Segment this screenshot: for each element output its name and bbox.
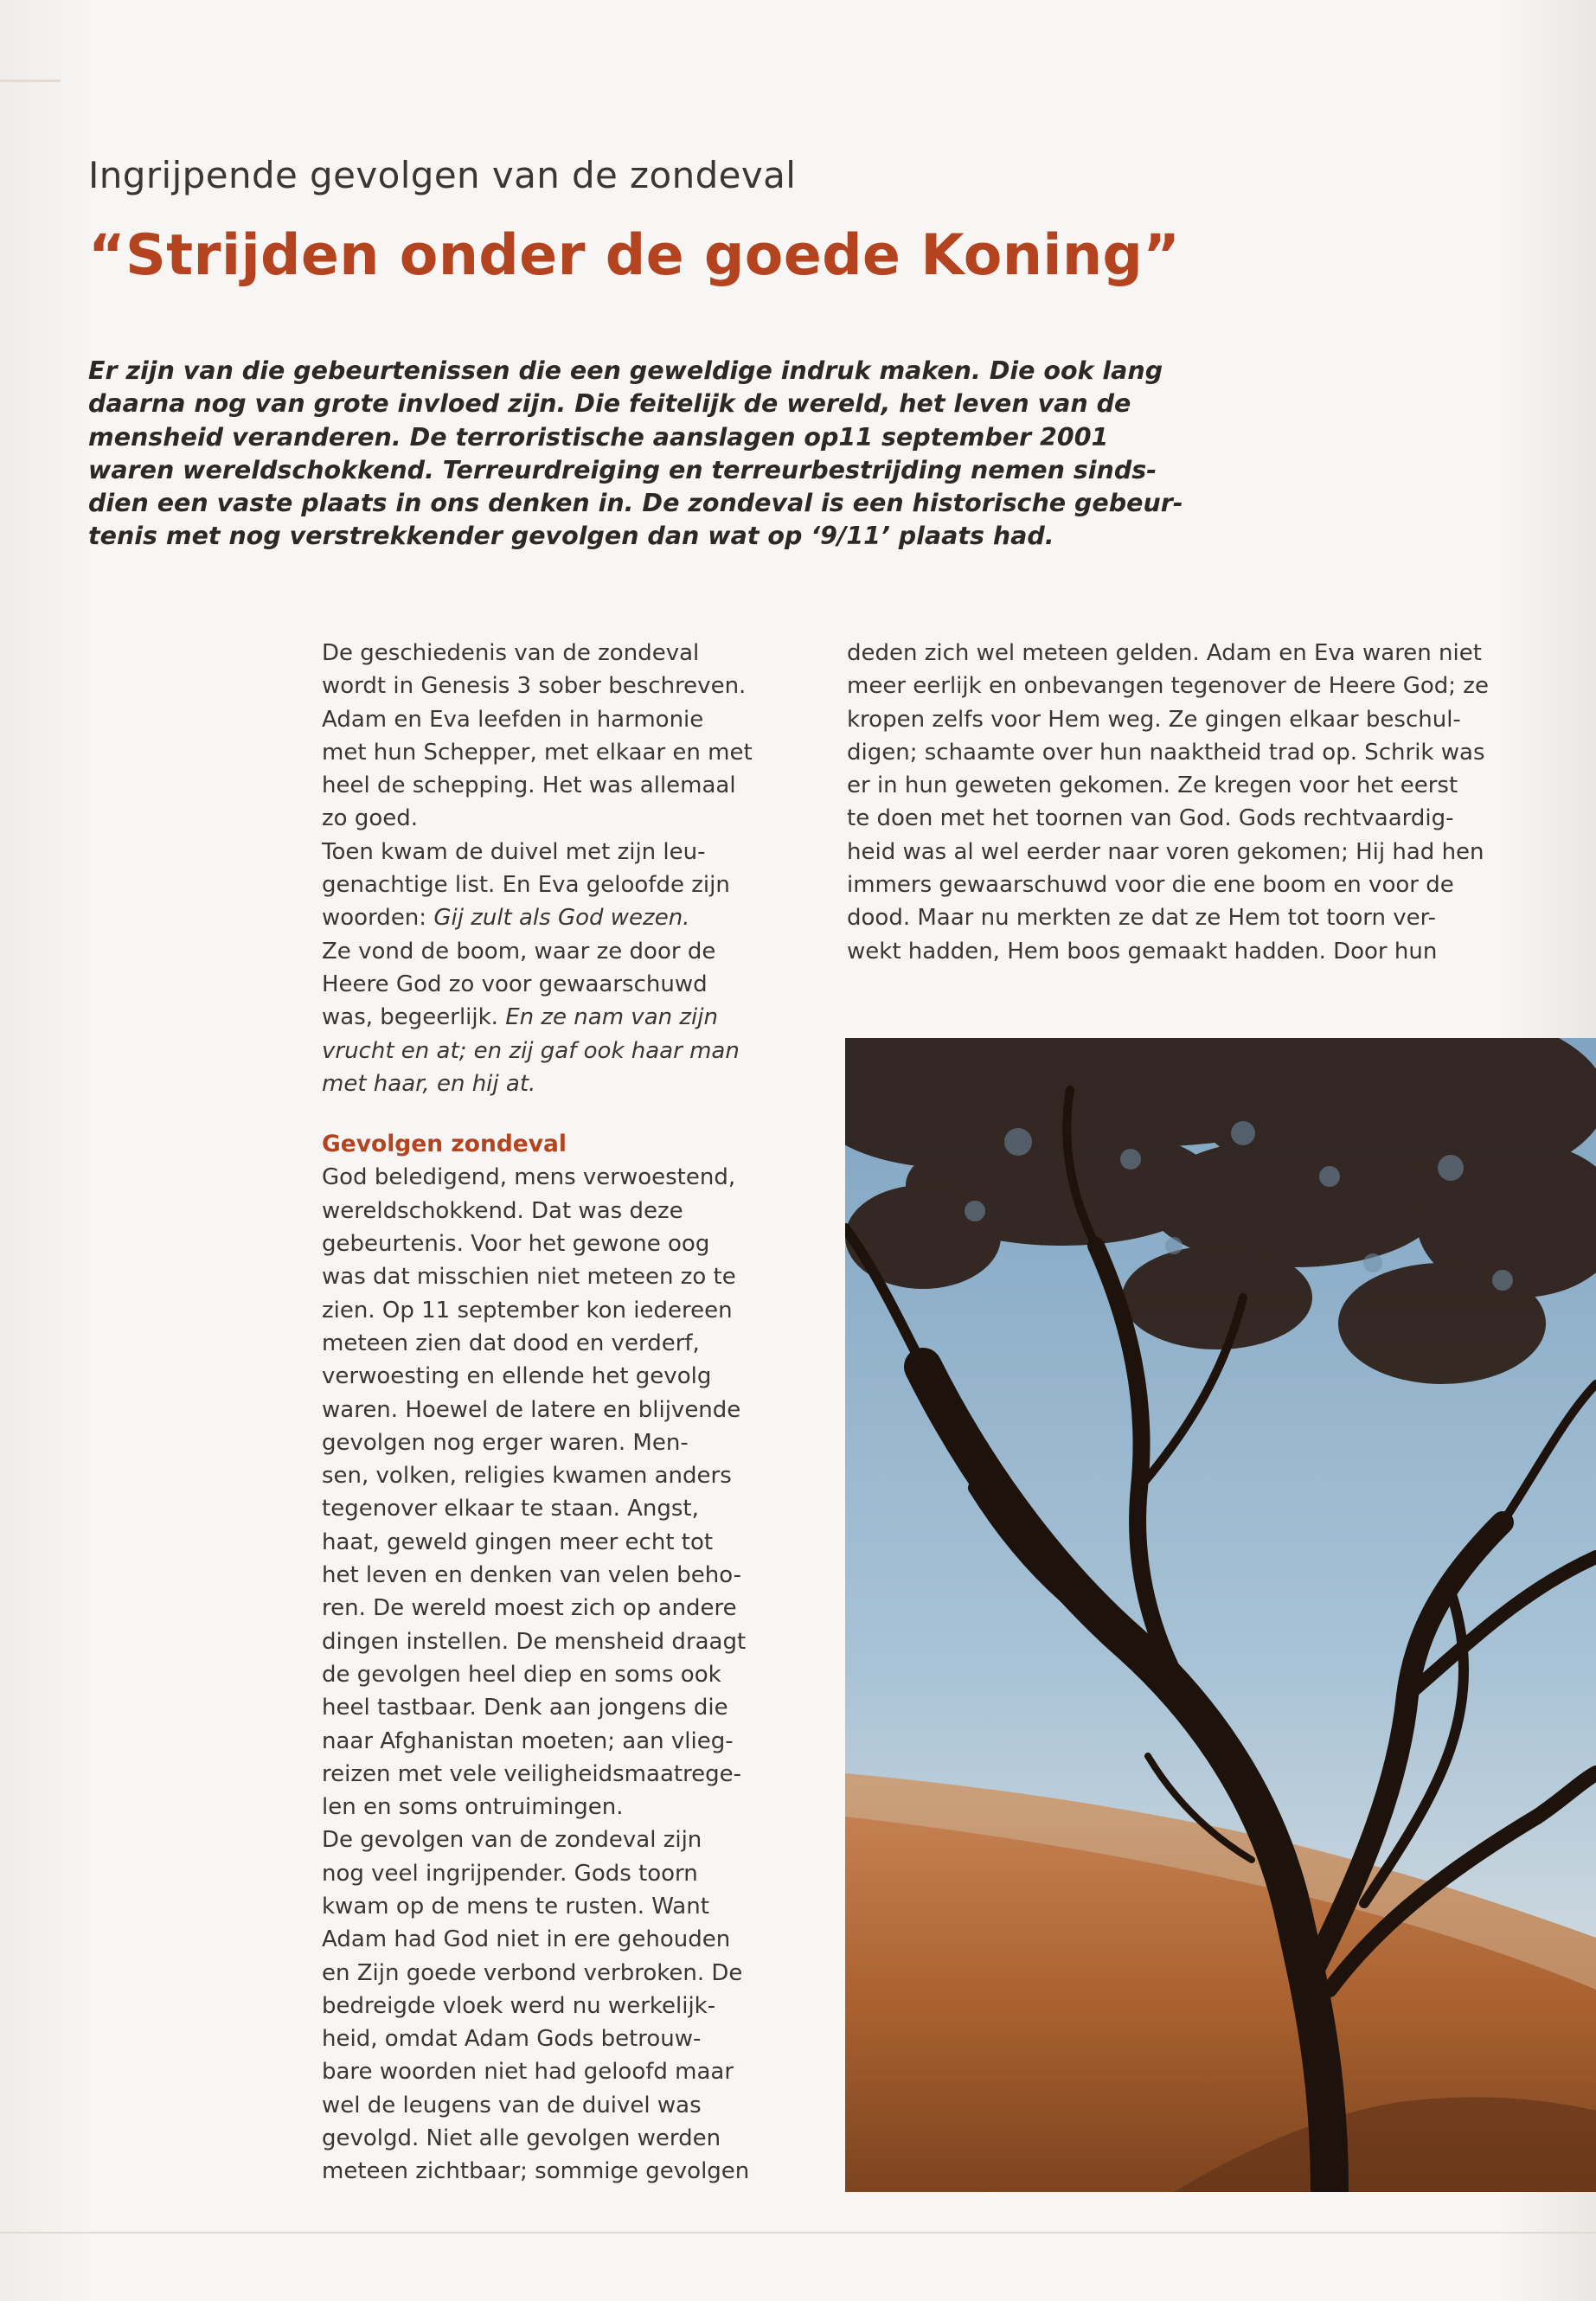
body-line: dood. Maar nu merkten ze dat ze Hem tot toorn ver-	[847, 905, 1437, 932]
lead-line: daarna nog van grote invloed zijn. Die feitelijk de wereld, het leven van de	[88, 389, 1131, 419]
body-line: wel de leugens van de duivel was	[322, 2092, 702, 2118]
body-line: heel tastbaar. Denk aan jongens die	[322, 1695, 728, 1721]
body-line: gebeurtenis. Voor het gewone oog	[322, 1231, 710, 1258]
body-line: heel de schepping. Het was allemaal	[322, 772, 736, 799]
body-line: deden zich wel meteen gelden. Adam en Eva waren niet	[847, 640, 1482, 666]
body-line: tegenover elkaar te staan. Angst,	[322, 1496, 699, 1522]
body-line: gevolgen nog erger waren. Men-	[322, 1429, 689, 1456]
body-line: wordt in Genesis 3 sober beschreven.	[322, 673, 747, 700]
lead-line: dien een vaste plaats in ons denken in. De zondeval is een historische gebeur-	[88, 489, 1183, 518]
body-line: heid, omdat Adam Gods betrouw-	[322, 2026, 702, 2053]
body-line: te doen met het toornen van God. Gods rechtvaardig-	[847, 805, 1454, 832]
body-line: meer eerlijk en onbevangen tegenover de Heere God; ze	[847, 673, 1489, 700]
body-line: De gevolgen van de zondeval zijn	[322, 1827, 702, 1854]
tree-photo	[845, 1038, 1596, 2192]
body-line: God beledigend, mens verwoestend,	[322, 1164, 736, 1191]
body-line: zien. Op 11 september kon iedereen	[322, 1297, 733, 1324]
top-rule	[0, 80, 61, 82]
body-line: Adam had God niet in ere gehouden	[322, 1926, 731, 1953]
article-title: “Strijden onder de goede Koning”	[88, 223, 1181, 288]
body-line: heid was al wel eerder naar voren gekomen; Hij had hen	[847, 838, 1484, 865]
body-line: de gevolgen heel diep en soms ook	[322, 1661, 721, 1688]
body-line: meteen zien dat dood en verderf,	[322, 1330, 700, 1356]
body-line: len en soms ontruimingen.	[322, 1794, 624, 1821]
body-line: wekt hadden, Hem boos gemaakt hadden. Door hun	[847, 938, 1438, 965]
body-line: genachtige list. En Eva geloofde zijn	[322, 872, 730, 899]
body-line: naar Afghanistan moeten; aan vlieg-	[322, 1727, 734, 1754]
body-line: nog veel ingrijpender. Gods toorn	[322, 1860, 698, 1887]
section-subheading: Gevolgen zondeval	[322, 1131, 567, 1158]
body-line: immers gewaarschuwd voor die ene boom en voor de	[847, 872, 1454, 899]
body-line	[322, 901, 806, 934]
bottom-rule	[0, 2232, 1596, 2234]
body-line: wereldschokkend. Dat was deze	[322, 1197, 683, 1224]
body-line: Adam en Eva leefden in harmonie	[322, 706, 704, 733]
body-line: Ze vond de boom, waar ze door de	[322, 938, 716, 965]
lead-line: Er zijn van die gebeurtenissen die een geweldige indruk maken. Die ook lang	[88, 356, 1163, 385]
body-line: ren. De wereld moest zich op andere	[322, 1595, 737, 1622]
paragraph-gap	[322, 1100, 806, 1128]
right-column	[847, 637, 1539, 968]
body-line: het leven en denken van velen beho-	[322, 1562, 742, 1589]
body-line: digen; schaamte over hun naaktheid trad op. Schrik was	[847, 739, 1485, 766]
body-text: woorden:	[322, 905, 434, 932]
body-line: Toen kwam de duivel met zijn leu-	[322, 838, 706, 865]
kicker: Ingrijpende gevolgen van de zondeval	[88, 154, 797, 196]
body-line: zo goed.	[322, 805, 418, 832]
lead-line: tenis met nog verstrekkender gevolgen dan wat op ‘9/11’ plaats had.	[88, 522, 1054, 551]
tree-photo-illustration	[845, 1038, 1596, 2192]
body-line: meteen zichtbaar; sommige gevolgen	[322, 2158, 750, 2185]
scripture-quote-line: met haar, en hij at.	[322, 1070, 536, 1097]
body-line: De geschiedenis van de zondeval	[322, 640, 700, 666]
body-line: bedreigde vloek werd nu werkelijk-	[322, 1992, 716, 2019]
body-line	[322, 1001, 806, 1034]
body-line: en Zijn goede verbond verbroken. De	[322, 1959, 743, 1986]
body-line: dingen instellen. De mensheid draagt	[322, 1628, 747, 1655]
scripture-quote-line: vrucht en at; en zij gaf ook haar man	[322, 1037, 740, 1064]
body-line: verwoesting en ellende het gevolg	[322, 1363, 712, 1390]
lead-line: waren wereldschokkend. Terreurdreiging en terreurbestrijding nemen sinds-	[88, 455, 1157, 484]
body-text: was, begeerlijk.	[322, 1004, 506, 1031]
body-line: haat, geweld gingen meer echt tot	[322, 1529, 714, 1555]
body-line: bare woorden niet had geloofd maar	[322, 2059, 734, 2086]
scripture-quote: En ze nam van zijn	[505, 1004, 718, 1031]
lead-line: mensheid veranderen. De terroristische aanslagen op11 september 2001	[88, 422, 1109, 452]
scripture-quote: Gij zult als God wezen.	[433, 905, 690, 932]
body-line: kwam op de mens te rusten. Want	[322, 1893, 709, 1920]
body-line: Heere God zo voor gewaarschuwd	[322, 971, 708, 997]
body-line: reizen met vele veiligheidsmaatrege-	[322, 1760, 742, 1787]
body-line: was dat misschien niet meteen zo te	[322, 1264, 736, 1291]
body-line: gevolgd. Niet alle gevolgen werden	[322, 2125, 721, 2152]
body-line: waren. Hoewel de latere en blijvende	[322, 1396, 741, 1423]
lead-paragraph	[88, 355, 1183, 554]
body-line: er in hun geweten gekomen. Ze kregen voor het eerst	[847, 772, 1458, 799]
body-line: met hun Schepper, met elkaar en met	[322, 739, 753, 766]
body-line: sen, volken, religies kwamen anders	[322, 1463, 732, 1490]
left-column	[322, 637, 806, 2189]
body-line: kropen zelfs voor Hem weg. Ze gingen elkaar beschul-	[847, 706, 1461, 733]
